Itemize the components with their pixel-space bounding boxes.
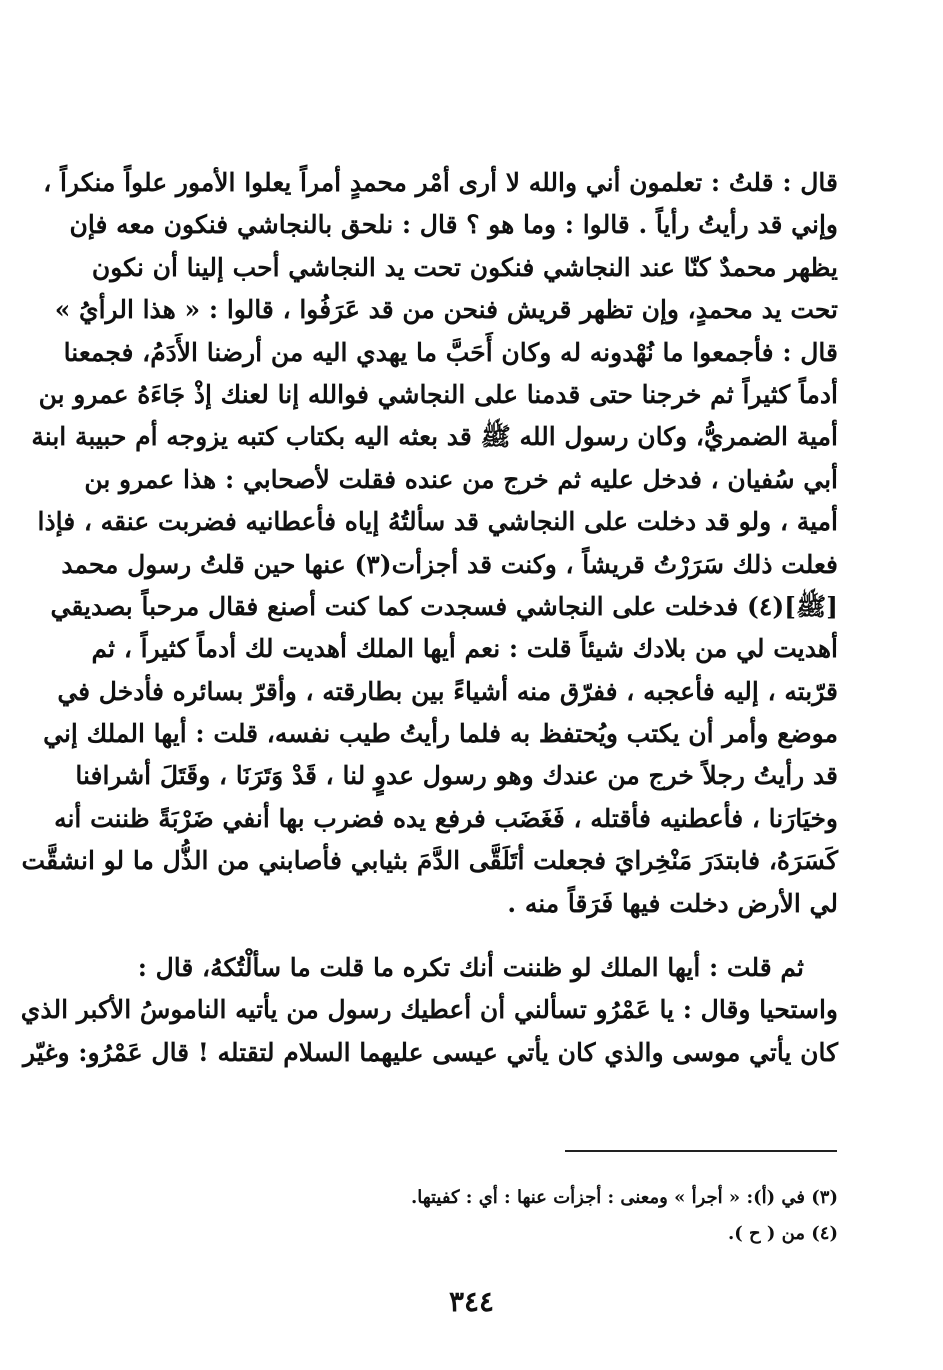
text-line: وإني قد رأيتُ رأياً . قالوا : وما هو ؟ قال : نلحق بالنجاشي فنكون معه فإن	[69, 210, 838, 240]
text-line: واستحيا وقال : يا عَمْرُو تسألني أن أعطيك رسول من يأتيه الناموسُ الأكبر الذي	[20, 995, 838, 1025]
main-text	[20, 162, 838, 1074]
text-line: ثم قلت : أيها الملك لو ظننت أنك تكره ما قلت ما سألْتُكهُ، قال :	[137, 953, 804, 983]
text-line: أدماً كثيراً ثم خرجنا حتى قدمنا على النجاشي فوالله إنا لعنك إذْ جَاءَهُ عمرو بن	[38, 379, 838, 409]
text-line: أبي سُفيان ، فدخل عليه ثم خرج من عنده فقلت لأصحابي : هذا عمرو بن	[84, 464, 838, 494]
paragraph-1	[21, 162, 838, 925]
text-line: فعلت ذلك سَرَرْتُ قريشاً ، وكنت قد أجزأت(٣) عنها حين قلتُ رسول محمد	[61, 549, 838, 579]
text-line: لي الأرض دخلت فيها فَرَقاً منه .	[507, 888, 838, 918]
text-line: كَسَرَهُ، فابتدَرَ مَنْخِرايَ فجعلت أتَلَقَّى الدَّمَ بثيابي فأصابني من الذُّل ما لو انشقَّت	[21, 846, 838, 876]
text-line: أمية الضمريُّ، وكان رسول الله ﷺ قد بعثه اليه بكتاب كتبه يزوجه أم حبيبة ابنة	[31, 422, 838, 452]
footnote-3: (٣) في (أ): « أجرأ » ومعنى : أجزأت عنها : أي : كفيتها.	[410, 1187, 838, 1208]
text-line: قال : قلتُ : تعلمون أني والله لا أرى أمْر محمدٍ أمراً يعلوا الأمور علواً منكراً ،	[43, 168, 838, 197]
text-line: أمية ، ولو قد دخلت على النجاشي قد سألتُهُ إياه فأعطانيه فضربت عنقه ، فإذا	[37, 507, 838, 537]
text-line: موضع وأمر أن يكتب ويُحتفظ به فلما رأيتُ طيب نفسه، قلت : أيها الملك إني	[43, 719, 838, 749]
text-line: قد رأيتُ رجلاً خرج من عندك وهو رسول عدوٍ لنا ، قَدْ وَتَرَنَا ، وقَتَلَ أشرافنا	[75, 761, 838, 791]
page-number: ٣٤٤	[448, 1285, 495, 1318]
text-line: تحت يد محمدٍ، وإن تظهر قريش فنحن من قد عَرَفُوا ، قالوا : « هذا الرأيُ »	[54, 295, 838, 325]
text-line: [ﷺ](٤) فدخلت على النجاشي فسجدت كما كنت أصنع فقال مرحباً بصديقي	[50, 591, 838, 621]
paragraph-gap	[100, 925, 838, 947]
paragraph-2	[20, 947, 838, 1074]
text-line: يظهر محمدٌ كنّا عند النجاشي فنكون تحت يد النجاشي أحب إلينا أن نكون	[91, 252, 838, 282]
footnote-4: (٤) من ( ح ).	[727, 1223, 838, 1244]
text-line: أهديت لي من بلادك شيئاً قلت : نعم أيها الملك أهديت لك أدماً كثيراً ، ثم	[91, 634, 838, 664]
text-line: كان يأتي موسى والذي كان يأتي عيسى عليهما السلام لتقتله ! قال عَمْرُو: وغيّر	[23, 1037, 838, 1067]
text-line: وخيَارَنا ، فأعطنيه فأقتله ، فَغَضَب فرفع يده فضرب بها أنفي ضَرْبَةً ظننت أنه	[54, 803, 838, 833]
text-line: قال : فأجمعوا ما نُهْدونه له وكان أَحَبَّ ما يهدي اليه من أرضنا الأَدَمُ، فجمعنا	[63, 337, 838, 367]
text-line: قرّبته ، إليه فأعجبه ، ففرّق منه أشياءً بين بطارقته ، وأقرّ بسائره فأدخل في	[57, 676, 838, 706]
footnote-separator	[565, 1150, 837, 1152]
footnotes	[100, 1180, 838, 1252]
